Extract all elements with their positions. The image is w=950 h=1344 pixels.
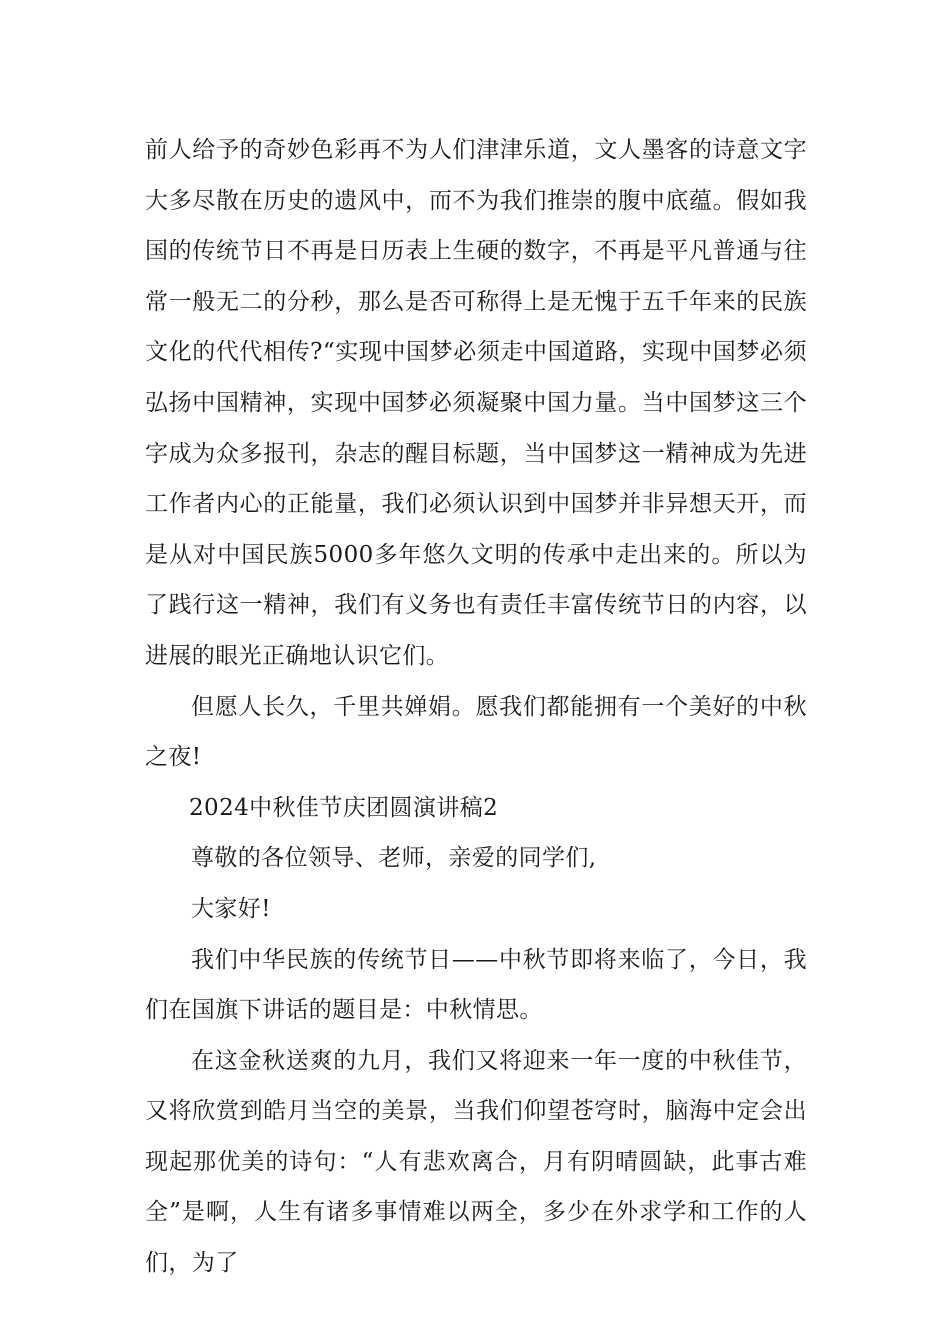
paragraph-autumn: 在这金秋送爽的九月，我们又将迎来一年一度的中秋佳节，又将欣赏到皓月当空的美景，当我们仰望苍穹时，脑海中定会出现起那优美的诗句：“人有悲欢离合，月有阴晴圆缺，此事古难全”是啊，人生有诸多事情难以两全，多少在外求学和工作的人们，为了 — [145, 1047, 807, 1277]
greeting: 大家好! — [191, 895, 271, 922]
document-body — [145, 125, 807, 1289]
paragraph-intro: 我们中华民族的传统节日——中秋节即将来临了，今日，我们在国旗下讲话的题目是：中秋情思。 — [145, 946, 807, 1024]
paragraph-blessing: 但愿人长久，千里共婵娟。愿我们都能拥有一个美好的中秋之夜! — [145, 693, 807, 771]
speech-title: 2024中秋佳节庆团圆演讲稿2 — [189, 794, 499, 821]
paragraph-continuation: 前人给予的奇妙色彩再不为人们津津乐道，文人墨客的诗意文字大多尽散在历史的遗风中，而不为我们推崇的腹中底蕴。假如我国的传统节日不再是日历表上生硬的数字，不再是平凡普通与往常一般无二的分秒，那么是否可称得上是无愧于五千年来的民族文化的代代相传?“实现中国梦必须走中国道路，实现中国梦必须弘扬中国精神，实现中国梦必须凝聚中国力量。当中国梦这三个字成为众多报刊，杂志的醒目标题，当中国梦这一精神成为先进工作者内心的正能量，我们必须认识到中国梦并非异想天开，而是从对中国民族5000多年悠久文明的传承中走出来的。所以为了践行这一精神，我们有义务也有责任丰富传统节日的内容，以进展的眼光正确地认识它们。 — [145, 137, 807, 669]
salutation: 尊敬的各位领导、老师，亲爱的同学们, — [191, 845, 597, 872]
